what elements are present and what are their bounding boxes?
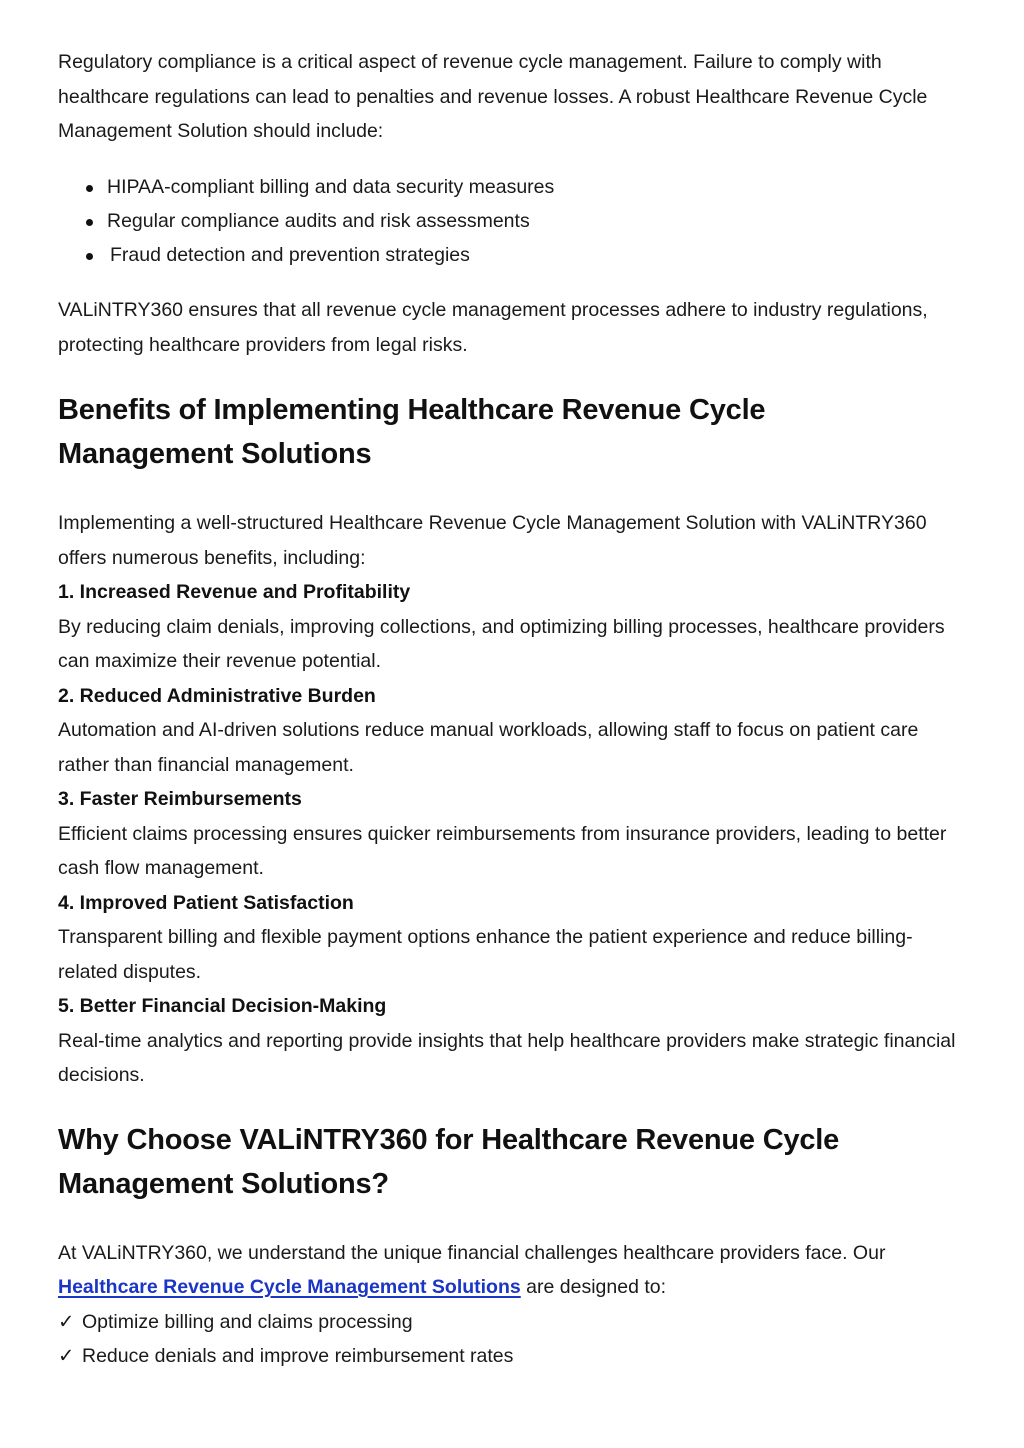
- check-item-text: Reduce denials and improve reimbursement rates: [82, 1345, 514, 1368]
- benefit-item: [58, 782, 964, 886]
- benefit-title: 3. Faster Reimbursements: [58, 788, 302, 811]
- benefit-item: [58, 575, 964, 679]
- why-intro-end: are designed to:: [526, 1276, 667, 1299]
- benefits-intro: Implementing a well-structured Healthcare Revenue Cycle Management Solution with VALiNTRY360 offers numerous benefits, including:: [58, 512, 927, 569]
- benefit-text: By reducing claim denials, improving collections, and optimizing billing processes, healthcare providers can maximize their revenue potential.: [58, 615, 945, 673]
- why-intro-start: At VALiNTRY360, we understand the unique financial challenges healthcare providers face. Our: [58, 1241, 886, 1264]
- benefit-title: 2. Reduced Administrative Burden: [58, 684, 376, 707]
- check-item: [58, 1305, 964, 1340]
- why-heading: [58, 1118, 964, 1206]
- benefit-text: Automation and AI-driven solutions reduce manual workloads, allowing staff to focus on patient care rather than financial management.: [58, 719, 919, 776]
- benefit-item: [58, 886, 964, 990]
- benefit-title: 4. Improved Patient Satisfaction: [58, 891, 354, 914]
- benefit-text: Transparent billing and flexible payment options enhance the patient experience and reduce billing-related disputes.: [58, 926, 913, 983]
- why-heading-line2: Management Solutions?: [58, 1167, 389, 1200]
- why-check-list: [58, 1305, 964, 1374]
- benefits-heading-line1: Benefits of Implementing Healthcare Revenue Cycle: [58, 394, 766, 427]
- benefit-text: Real-time analytics and reporting provide insights that help healthcare providers make strategic financial decisions.: [58, 1029, 956, 1087]
- benefits-heading: [58, 388, 964, 476]
- benefit-item: [58, 989, 964, 1093]
- check-icon: ✓: [58, 1345, 75, 1368]
- bullet-item: Regular compliance audits and risk assessments: [86, 204, 964, 238]
- benefit-title: 1. Increased Revenue and Profitability: [58, 581, 411, 604]
- check-item: [58, 1339, 964, 1374]
- bullet-item: Fraud detection and prevention strategies: [86, 238, 964, 272]
- why-intro: [58, 1236, 964, 1305]
- bullet-item: HIPAA-compliant billing and data security measures: [86, 170, 964, 204]
- compliance-bullet-list: [86, 170, 964, 273]
- benefits-heading-line2: Management Solutions: [58, 438, 372, 471]
- rcm-solutions-link[interactable]: Healthcare Revenue Cycle Management Solutions: [58, 1276, 521, 1299]
- intro-paragraph: Regulatory compliance is a critical aspect of revenue cycle management. Failure to comply with healthcare regulations can lead to penalties and revenue losses. A robust Healthcare Revenue Cycle Management Solution should include:: [58, 51, 928, 142]
- compliance-summary: VALiNTRY360 ensures that all revenue cycle management processes adhere to industry regulations, protecting healthcare providers from legal risks.: [58, 299, 928, 356]
- check-icon: ✓: [58, 1310, 75, 1333]
- check-item-text: Optimize billing and claims processing: [82, 1310, 413, 1333]
- why-heading-line1: Why Choose VALiNTRY360 for Healthcare Revenue Cycle: [58, 1123, 840, 1156]
- benefit-title: 5. Better Financial Decision-Making: [58, 995, 387, 1018]
- benefit-text: Efficient claims processing ensures quicker reimbursements from insurance providers, leading to better cash flow management.: [58, 822, 947, 880]
- benefit-item: [58, 679, 964, 783]
